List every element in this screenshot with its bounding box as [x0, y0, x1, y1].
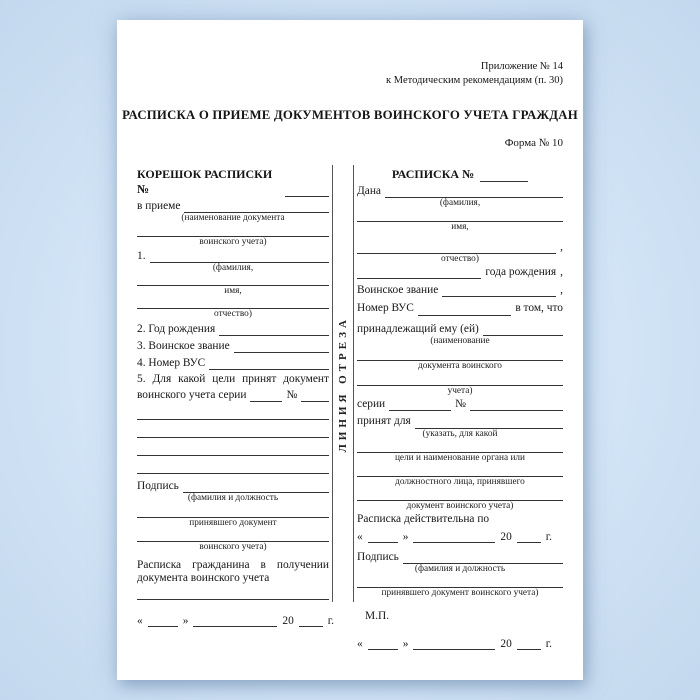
- stub-accepted-blank: [184, 200, 329, 213]
- stub-caption-docname1: (наименование документа: [181, 213, 285, 224]
- receipt-signature-label: Подпись: [357, 550, 399, 563]
- receipt-vus-row: [357, 302, 563, 315]
- document-title: РАСПИСКА О ПРИЕМЕ ДОКУМЕНТОВ ВОИНСКОГО УЧЕТА ГРАЖДАН: [122, 108, 578, 123]
- stub-date-year-prefix: 20: [282, 615, 294, 628]
- receipt-belong-blank: [483, 323, 563, 336]
- receipt-series-row: [357, 398, 563, 411]
- receipt-accepted-row: [357, 415, 563, 428]
- cut-line-strip: [332, 165, 354, 602]
- receipt-birthyear-label: года рождения: [485, 266, 557, 279]
- stub-line-6: [137, 599, 329, 600]
- appendix-annotation: [117, 60, 563, 88]
- receipt-caption-docname2: документа воинского: [418, 360, 502, 371]
- receipt-date-close-quote: »: [402, 638, 409, 651]
- stub-blank-line-3: [137, 455, 329, 456]
- receipt-caption-docname1: (наименование: [430, 335, 490, 346]
- stub-item1-blank: [150, 250, 329, 263]
- stub-blank-line-1: [137, 419, 329, 420]
- stub-item1-row: [137, 250, 329, 263]
- stub-accepted-label: в приеме: [137, 200, 181, 213]
- receipt-caption-surname: (фамилия,: [439, 198, 481, 209]
- receipt-caption-purpose1: (указать, для какой: [422, 428, 498, 439]
- receipt-column: [356, 165, 563, 650]
- receipt-rank-row: [357, 284, 563, 297]
- stub-heading: [137, 167, 329, 197]
- stub-caption-docname2: воинского учета): [199, 236, 267, 247]
- receipt-heading-label: РАСПИСКА №: [391, 167, 475, 182]
- stub-item2-blank: [219, 323, 329, 336]
- stub-signature-row: [137, 480, 329, 493]
- receipt-date-year-blank: [517, 637, 541, 650]
- stub-column: [137, 165, 335, 628]
- receipt-signature-blank: [403, 551, 563, 564]
- stub-date-year-blank: [299, 614, 323, 627]
- stub-item2-label: 2. Год рождения: [137, 322, 216, 335]
- stub-item5-line2-label: воинского учета серии: [137, 389, 247, 402]
- stub-item3-label: 3. Воинское звание: [137, 339, 230, 352]
- stub-date-open-quote: «: [137, 615, 143, 628]
- receipt-validity-open-quote: «: [357, 530, 363, 543]
- receipt-validity-close-quote: »: [402, 530, 409, 543]
- receipt-valid-until: Расписка действительна по: [357, 513, 490, 526]
- receipt-validity-year-suffix: г.: [545, 530, 553, 543]
- stub-caption-surname: (фамилия,: [212, 263, 254, 273]
- receipt-caption-sign2: принявшего документ воинского учета): [381, 587, 539, 598]
- stub-blank-line-4: [137, 473, 329, 474]
- receipt-belong-row: [357, 323, 563, 336]
- stub-signature-blank: [183, 480, 329, 493]
- receipt-caption-docname3: учета): [447, 386, 473, 397]
- receipt-date-year-prefix: 20: [500, 638, 512, 651]
- receipt-vus-blank: [418, 303, 511, 316]
- stub-blank-line-2: [137, 437, 329, 438]
- receipt-birthyear-row: [357, 266, 563, 279]
- stub-number-blank: [285, 184, 329, 197]
- stub-signature-label: Подпись: [137, 480, 179, 493]
- stub-item3-row: [137, 340, 329, 353]
- receipt-date-year-suffix: г.: [545, 638, 553, 651]
- receipt-date-month-blank: [413, 637, 495, 650]
- receipt-comma-2: ,: [560, 266, 563, 279]
- stub-item1-label: 1.: [137, 249, 146, 262]
- receipt-seal-mark: М.П.: [365, 610, 390, 623]
- receipt-patronymic-line-row: [357, 241, 563, 254]
- receipt-rank-label: Воинское звание: [357, 284, 439, 297]
- stub-item4-label: 4. Номер ВУС: [137, 356, 206, 369]
- stub-date-close-quote: »: [182, 615, 189, 628]
- receipt-validity-month-blank: [413, 530, 495, 543]
- stub-heading-label: КОРЕШОК РАСПИСКИ №: [137, 167, 273, 197]
- stub-date-year-suffix: г.: [327, 615, 335, 628]
- receipt-caption-patronymic: отчество): [441, 254, 479, 264]
- receipt-number-blank: [480, 169, 528, 182]
- stub-item3-blank: [234, 340, 329, 353]
- document-page: [117, 20, 583, 680]
- stub-accepted-row: [137, 200, 329, 213]
- receipt-dana-blank: [385, 185, 563, 198]
- receipt-number-blank2: [470, 398, 563, 411]
- receipt-caption-sign1: (фамилия и должность: [414, 563, 506, 574]
- stub-item5-line1: 5. Для какой цели принят документ: [137, 372, 329, 385]
- receipt-signature-row: [357, 551, 563, 564]
- receipt-validity-day-blank: [368, 530, 398, 543]
- stub-date-month-blank: [193, 614, 277, 627]
- receipt-rank-blank: [442, 284, 556, 297]
- receipt-no-sign: №: [455, 398, 467, 411]
- stub-caption-name: имя,: [224, 286, 242, 297]
- receipt-comma-3: ,: [560, 284, 563, 297]
- receipt-caption-purpose3: должностного лица, принявшего: [395, 476, 525, 487]
- receipt-validity-date-row: [357, 530, 563, 543]
- stub-item4-row: [137, 357, 329, 370]
- receipt-heading: [357, 167, 563, 182]
- cut-line-label: ЛИНИЯ ОТРЕЗА: [337, 315, 349, 453]
- receipt-vus-label: Номер ВУС: [357, 302, 414, 315]
- stub-date-day-blank: [148, 614, 178, 627]
- appendix-line2: к Методическим рекомендациям (п. 30): [386, 75, 563, 87]
- stub-caption-sign1: (фамилия и должность: [187, 493, 279, 504]
- stub-number-blank2: [301, 389, 329, 402]
- receipt-birthyear-blank: [357, 266, 481, 279]
- receipt-dana-label: Дана: [357, 185, 381, 198]
- receipt-patronymic-blank: [357, 241, 556, 254]
- receipt-date-row: [357, 637, 563, 650]
- stub-date-row: [137, 614, 335, 628]
- receipt-accepted-blank: [415, 416, 563, 429]
- receipt-comma-1: ,: [560, 240, 563, 253]
- receipt-caption-purpose4: документ воинского учета): [406, 501, 514, 512]
- receipt-validity-year-blank: [517, 530, 541, 543]
- stub-no-sign: №: [286, 389, 298, 402]
- receipt-vtomchto-label: в том, что: [515, 302, 563, 315]
- stub-item2-row: [137, 323, 329, 336]
- receipt-dana-row: [357, 185, 563, 198]
- stub-caption-patronymic: отчество): [214, 309, 252, 320]
- receipt-date-day-blank: [368, 637, 398, 650]
- stub-item5-line2-row: [137, 389, 329, 402]
- stub-caption-sign2: принявшего документ: [189, 517, 277, 528]
- receipt-series-blank: [389, 398, 451, 411]
- stub-note-line2: документа воинского учета: [137, 572, 270, 585]
- receipt-belong-label: принадлежащий ему (ей): [357, 322, 479, 335]
- stub-caption-sign3: воинского учета): [199, 541, 267, 552]
- appendix-line1: Приложение № 14: [480, 61, 563, 72]
- form-columns: [117, 165, 583, 650]
- stub-item4-blank: [209, 357, 329, 370]
- stub-note-line1: Расписка гражданина в получении: [137, 558, 329, 571]
- receipt-caption-purpose2: цели и наименование органа или: [394, 452, 526, 463]
- receipt-accepted-label: принят для: [357, 415, 411, 428]
- receipt-series-label: серии: [357, 398, 386, 411]
- form-number: Форма № 10: [504, 137, 563, 150]
- receipt-validity-year-prefix: 20: [500, 530, 512, 543]
- stub-series-blank: [250, 389, 282, 402]
- receipt-date-open-quote: «: [357, 638, 363, 651]
- receipt-caption-name: имя,: [451, 221, 469, 232]
